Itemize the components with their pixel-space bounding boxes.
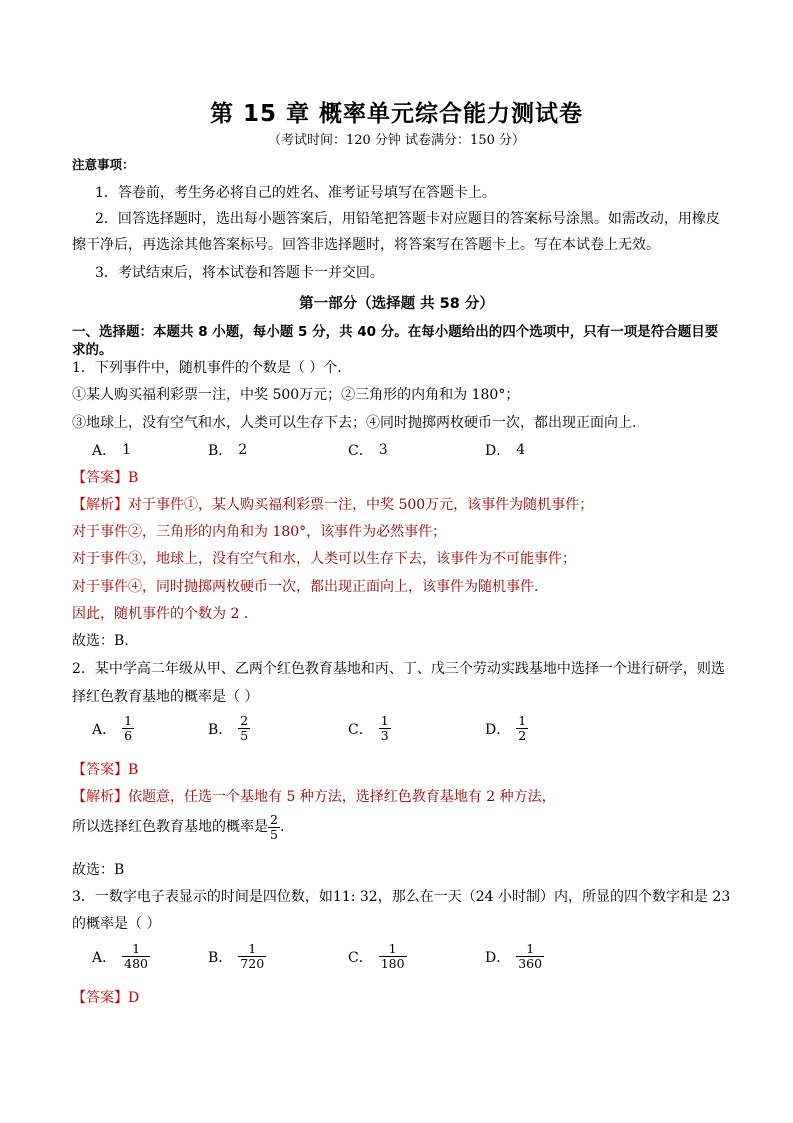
q1-line-2: ①某人购买福利彩票一注，中奖 500万元；②三角形的内角和为 180°； — [72, 387, 520, 403]
q1-analysis-3: 对于事件③，地球上，没有空气和水，人类可以生存下去，该事件为不可能事件； — [72, 551, 576, 567]
fraction: $\frac{1}{360}$ — [518, 941, 543, 971]
fraction: $\frac{1}{180}$ — [380, 941, 405, 971]
notice-item-2: 2．回答选择题时，选出每小题答案后，用铅笔把答题卡对应题目的答案标号涂黑。如需改动，用橡皮 — [95, 211, 720, 227]
q2-option-c: C． $\frac{1}{3}$ — [348, 713, 389, 743]
q2-option-a: A． $\frac{1}{6}$ — [92, 713, 133, 743]
answer-label: 【答案】 — [72, 990, 128, 1006]
notice-item-2-cont: 擦干净后，再选涂其他答案标号。回答非选择题时，将答案写在答题卡上。写在本试卷上无效。 — [72, 237, 660, 253]
q3-option-d: D． $\frac{1}{360}$ — [485, 941, 543, 971]
q1-choose: 故选：B. — [72, 633, 129, 649]
fraction: $\frac{2}{5}$ — [270, 811, 278, 842]
q1-option-d: D． 4 — [485, 442, 526, 459]
q3-option-b: B． $\frac{1}{720}$ — [208, 941, 265, 971]
notice-item-3: 3．考试结束后，将本试卷和答题卡一并交回。 — [95, 265, 384, 281]
q1-line-3: ③地球上，没有空气和水，人类可以生存下去；④同时抛掷两枚硬币一次，都出现正面向上． — [72, 415, 646, 431]
analysis-label: 【解析】 — [72, 497, 128, 513]
q2-answer — [72, 760, 138, 780]
q2-analysis: 【解析】依题意，任选一个基地有 5 种方法，选择红色教育基地有 2 种方法， — [72, 789, 556, 805]
q2-choose: 故选：B — [72, 862, 125, 878]
answer-value: B — [128, 470, 139, 486]
q1-answer — [72, 468, 138, 488]
q2-option-b: B． $\frac{2}{5}$ — [208, 713, 249, 743]
answer-label: 【答案】 — [72, 762, 128, 778]
exam-info: （考试时间：120 分钟 试卷满分：150 分） — [267, 133, 526, 148]
q2-stem-cont: 择红色教育基地的概率是（ ） — [72, 689, 259, 705]
q3-answer — [72, 988, 139, 1008]
q1-option-b: B． 2 — [208, 442, 248, 459]
notice-heading: 注意事项： — [72, 157, 135, 172]
fraction: $\frac{1}{3}$ — [380, 713, 389, 743]
q3-option-c: C． $\frac{1}{180}$ — [348, 941, 405, 971]
q3-option-a: A． $\frac{1}{480}$ — [92, 941, 148, 971]
q1-stem: 1．下列事件中，随机事件的个数是（ ）个． — [72, 360, 352, 376]
page-title: 第 15 章 概率单元综合能力测试卷 — [209, 101, 584, 127]
section-heading: 一、选择题：本题共 8 小题，每小题 5 分，共 40 分。在每小题给出的四个选项中，只有一项是符合题目要 — [72, 324, 719, 340]
answer-value: B — [128, 762, 139, 778]
q3-stem-cont: 的概率是（ ） — [72, 916, 161, 932]
q1-conclusion: 因此，随机事件的个数为 2 . — [72, 606, 249, 622]
q2-option-d: D． $\frac{1}{2}$ — [485, 713, 527, 743]
fraction: $\frac{1}{720}$ — [240, 941, 265, 971]
fraction: $\frac{1}{6}$ — [124, 713, 133, 743]
q2-conclusion: 所以选择红色教育基地的概率是 $\frac{2}{5}$ . — [72, 811, 285, 842]
q1-analysis-1: 【解析】对于事件①，某人购买福利彩票一注，中奖 500万元，该事件为随机事件； — [72, 497, 594, 513]
q1-option-a: A． 1 — [92, 442, 132, 459]
q1-option-c: C． 3 — [348, 442, 388, 459]
answer-label: 【答案】 — [72, 470, 128, 486]
q1-analysis-2: 对于事件②，三角形的内角和为 180°，该事件为必然事件； — [72, 524, 447, 540]
fraction: $\frac{1}{2}$ — [518, 713, 527, 743]
q3-stem: 3．一数字电子表显示的时间是四位数，如11: 32，那么在一天（24 小时制）内，所显的四个数字和是 23 — [72, 889, 731, 905]
fraction: $\frac{2}{5}$ — [240, 713, 249, 743]
notice-item-1: 1．答卷前，考生务必将自己的姓名、准考证号填写在答题卡上。 — [95, 185, 496, 201]
answer-value: D — [128, 990, 140, 1006]
fraction: $\frac{1}{480}$ — [124, 941, 148, 971]
q1-analysis-4: 对于事件④，同时抛掷两枚硬币一次，都出现正面向上，该事件为随机事件. — [72, 579, 539, 595]
analysis-label: 【解析】 — [72, 789, 128, 805]
part-heading: 第一部分（选择题 共 58 分） — [299, 296, 494, 312]
section-heading-cont: 求的。 — [72, 342, 113, 358]
q2-stem: 2．某中学高二年级从甲、乙两个红色教育基地和丙、丁、戊三个劳动实践基地中选择一个进行研学，则选 — [72, 661, 725, 677]
